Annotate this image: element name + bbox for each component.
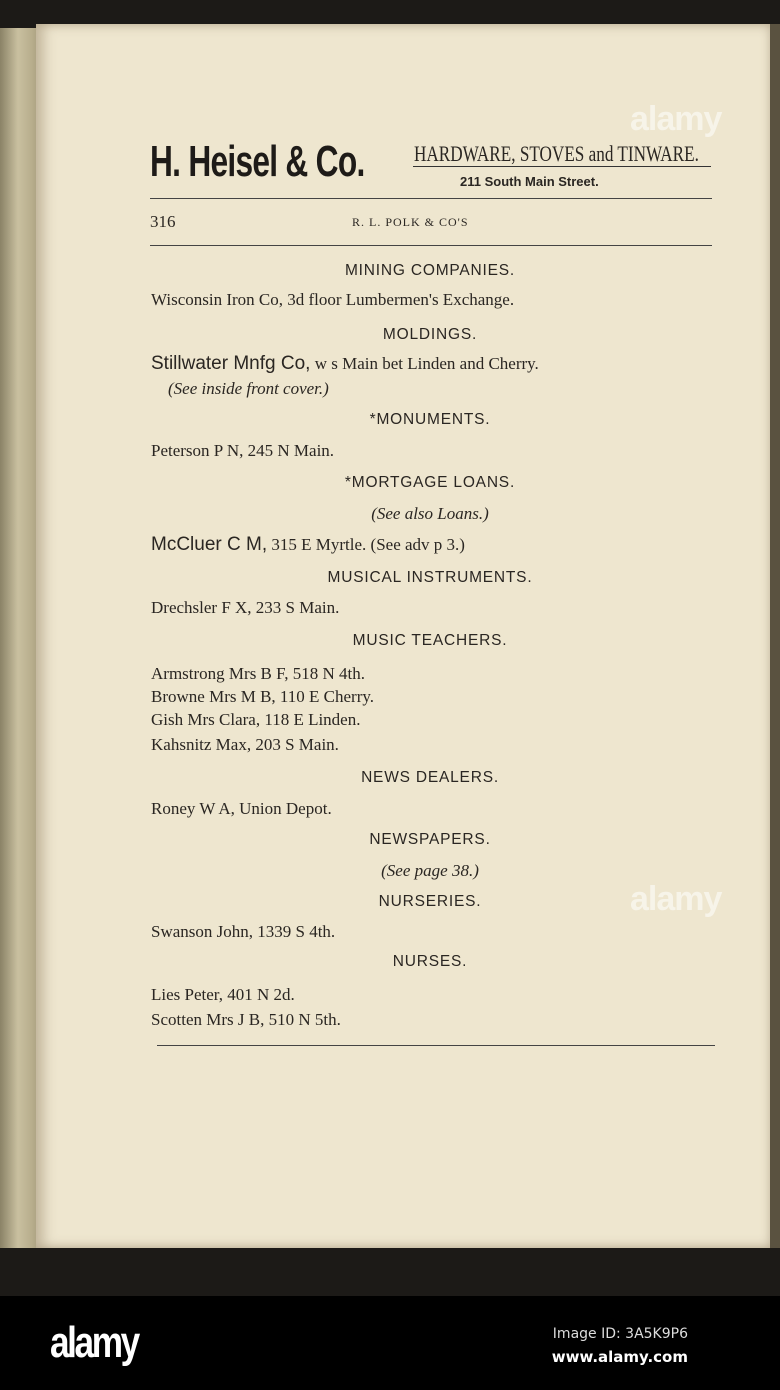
entry-text: (See page 38.) xyxy=(381,861,479,880)
entry-name: McCluer C M, xyxy=(151,534,268,555)
directory-entry xyxy=(151,534,465,556)
entry-text: (See inside front cover.) xyxy=(168,379,329,398)
section-heading: MUSICAL INSTRUMENTS. xyxy=(327,569,533,586)
entry-text: Drechsler F X, 233 S Main. xyxy=(151,598,340,617)
section-heading: MINING COMPANIES. xyxy=(344,262,516,279)
directory-entry xyxy=(151,687,374,707)
entry-text: Gish Mrs Clara, 118 E Linden. xyxy=(151,710,361,729)
section-heading: NEWSPAPERS. xyxy=(369,831,491,848)
entry-text: Roney W A, Union Depot. xyxy=(151,799,332,818)
entry-text: Browne Mrs M B, 110 E Cherry. xyxy=(151,687,375,706)
section-heading: *MORTGAGE LOANS. xyxy=(344,474,516,491)
end-rule xyxy=(157,1045,715,1046)
header-rule xyxy=(150,198,712,199)
tagline-rule xyxy=(413,166,711,167)
entry-text: Scotten Mrs J B, 510 N 5th. xyxy=(151,1010,341,1029)
entry-text: Swanson John, 1339 S 4th. xyxy=(151,922,336,941)
entry-text: Armstrong Mrs B F, 518 N 4th. xyxy=(151,664,365,683)
watermark-url: www.alamy.com xyxy=(551,1348,688,1366)
alamy-logo: alamy xyxy=(50,1318,138,1367)
directory-entry xyxy=(150,861,710,881)
section-heading: NURSERIES. xyxy=(378,893,482,910)
watermark-logo: alamy xyxy=(630,100,722,138)
directory-entry xyxy=(151,710,360,730)
directory-entry xyxy=(150,504,710,524)
entry-text: w s Main bet Linden and Cherry. xyxy=(310,354,539,373)
page-number: 316 xyxy=(150,212,176,231)
directory-entry xyxy=(151,441,334,461)
entry-name: Stillwater Mnfg Co, xyxy=(151,353,311,374)
watermark-logo: alamy xyxy=(630,880,722,918)
entry-text: (See also Loans.) xyxy=(371,504,489,523)
directory-entry xyxy=(151,353,539,375)
section-heading: NEWS DEALERS. xyxy=(361,769,499,786)
entry-text: 315 E Myrtle. (See adv p 3.) xyxy=(267,535,465,554)
image-id: Image ID: 3A5K9P6 xyxy=(552,1326,688,1342)
directory-entry xyxy=(151,985,295,1005)
directory-entry xyxy=(151,735,339,755)
directory-entry xyxy=(151,922,335,942)
running-title: R. L. POLK & CO'S xyxy=(352,215,469,229)
section-heading: *MONUMENTS. xyxy=(369,411,491,428)
entry-text: Peterson P N, 245 N Main. xyxy=(151,441,335,460)
advertiser-tagline: HARDWARE, STOVES and TINWARE. xyxy=(414,141,699,166)
directory-entry xyxy=(151,799,332,819)
directory-entry xyxy=(168,379,329,399)
entry-text: Kahsnitz Max, 203 S Main. xyxy=(151,735,339,754)
section-heading: MUSIC TEACHERS. xyxy=(352,632,508,649)
section-heading: MOLDINGS. xyxy=(382,326,478,343)
advertiser-name: H. Heisel & Co. xyxy=(150,137,365,186)
directory-entry xyxy=(151,598,339,618)
directory-entry xyxy=(151,1010,341,1030)
section-heading: NURSES. xyxy=(392,953,468,970)
entry-text: Lies Peter, 401 N 2d. xyxy=(151,985,295,1004)
page-edge xyxy=(770,24,780,1248)
header-rule xyxy=(150,245,712,246)
advertiser-address: 211 South Main Street. xyxy=(460,174,599,189)
entry-text: Wisconsin Iron Co, 3d floor Lumbermen's Exchange. xyxy=(151,290,515,309)
directory-entry xyxy=(151,290,514,310)
directory-entry xyxy=(151,664,365,684)
